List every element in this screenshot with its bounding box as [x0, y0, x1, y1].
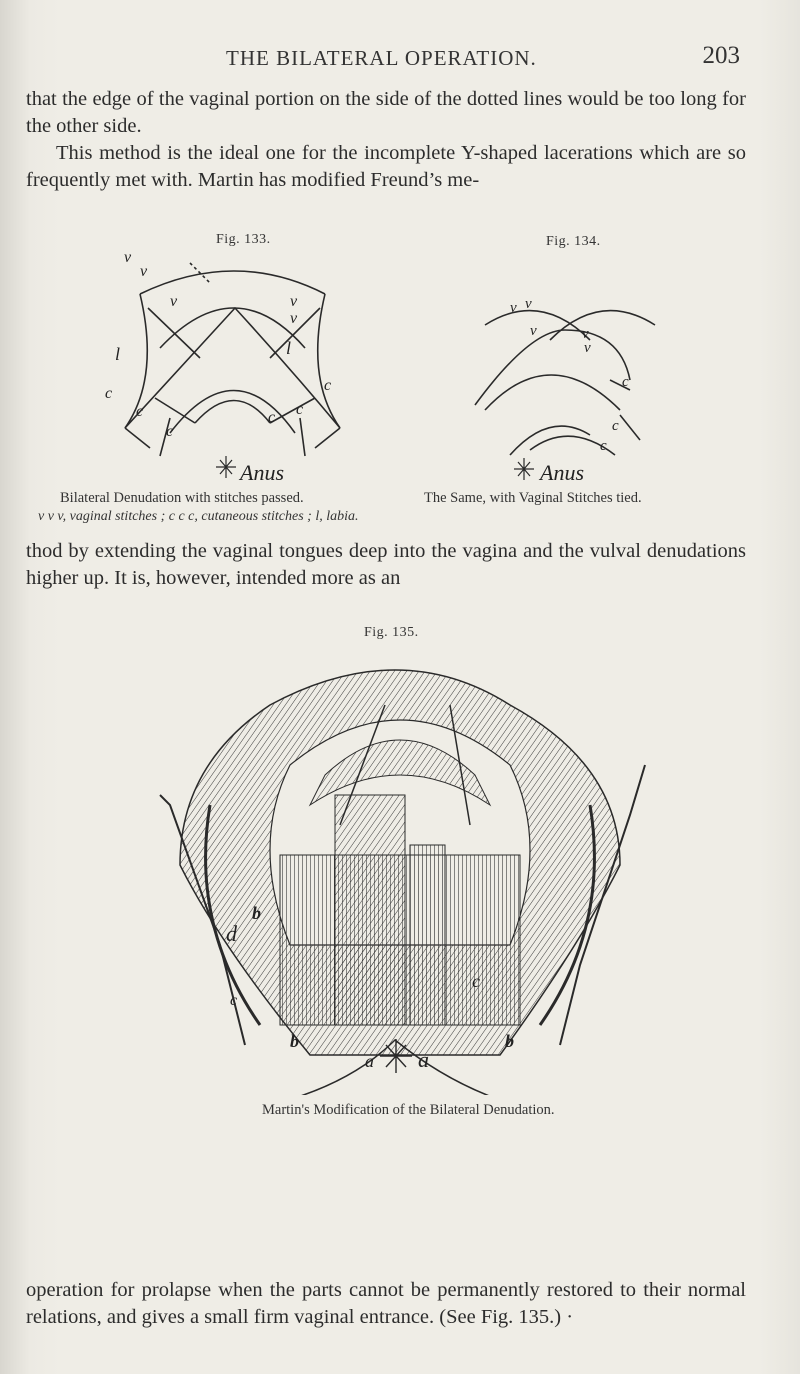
figure-135-illustration: [150, 645, 650, 1095]
fig133-anus-label: Anus: [240, 460, 284, 485]
fig134-letter-c: c: [622, 374, 629, 390]
fig134-letter-v: v: [584, 340, 591, 356]
anus-star-icon: [514, 458, 534, 480]
fig133-letter-l: l: [115, 344, 121, 364]
fig134-letter-v: v: [582, 326, 589, 342]
fig133-letter-l: l: [286, 338, 292, 358]
fig133-letter-c: c: [136, 403, 144, 420]
paragraph-text: thod by extending the vaginal tongues deep into the vagina and the vulval denudations higher up. It is, however, intended more as an: [26, 540, 746, 589]
paragraph-body: [26, 538, 746, 592]
figure-134-caption: The Same, with Vaginal Stitches tied.: [424, 490, 642, 506]
running-title: THE BILATERAL OPERATION.: [226, 46, 537, 70]
figure-135-body: [160, 670, 645, 1095]
paragraph-text: that the edge of the vaginal portion on the side of the dotted lines would be too long for the other side.: [26, 88, 746, 137]
figure-134-illustration: [470, 290, 670, 490]
fig135-letter-b: b: [290, 1031, 299, 1051]
fig133-letter-v: v: [140, 263, 148, 280]
fig134-letter-v: v: [525, 296, 532, 312]
figure-133-caption: Bilateral Denudation with stitches passed.: [60, 490, 304, 506]
fig133-letter-v: v: [290, 293, 298, 310]
fig133-letter-c: c: [166, 423, 174, 440]
anus-star-icon: [216, 456, 236, 478]
figure-133-legend: v v v, vaginal stitches ; c c c, cutaneous stitches ; l, labia.: [38, 509, 359, 524]
figure-134-label: Fig. 134.: [546, 234, 601, 249]
figure-133-lines: [125, 263, 340, 456]
fig133-letter-v: v: [170, 293, 178, 310]
fig133-letter-c: c: [296, 401, 304, 418]
fig135-letter-c: c: [472, 971, 480, 991]
fig134-letter-v: v: [510, 300, 517, 316]
fig134-letter-c: c: [600, 438, 607, 454]
paragraph-continuation: [26, 86, 746, 194]
fig134-anus-label: Anus: [540, 460, 584, 485]
fig133-letter-c: c: [324, 377, 332, 394]
fig133-letter-c: c: [105, 385, 113, 402]
fig133-letter-v: v: [124, 249, 132, 266]
fig135-letter-b: b: [505, 1031, 514, 1051]
figure-135-caption: Martin's Modification of the Bilateral Denudation.: [262, 1102, 555, 1118]
page-number: 203: [702, 42, 740, 69]
fig135-letter-a: a: [418, 1047, 429, 1072]
fig135-letter-c: c: [230, 992, 238, 1009]
fig134-letter-c: c: [612, 418, 619, 434]
figure-133-label: Fig. 133.: [216, 232, 271, 247]
fig133-letter-c: c: [268, 409, 276, 426]
paragraph-body: [26, 1277, 746, 1331]
fig135-letter-b: b: [252, 903, 261, 923]
figure-135-label: Fig. 135.: [364, 625, 419, 640]
paragraph-text: operation for prolapse when the parts cannot be permanently restored to their normal relations, and gives a small firm vaginal entrance. (See Fig. 135.) ·: [26, 1279, 746, 1328]
fig135-letter-d: d: [226, 921, 237, 946]
paragraph-text: This method is the ideal one for the incomplete Y-shaped lacerations which are so frequently met with. Martin has modified Freund’s me-: [26, 142, 746, 191]
fig133-letter-v: v: [290, 310, 298, 327]
running-head: [0, 42, 800, 76]
fig134-letter-v: v: [530, 323, 537, 339]
figure-133-illustration: [100, 248, 370, 488]
fig135-letter-a: a: [365, 1051, 374, 1071]
